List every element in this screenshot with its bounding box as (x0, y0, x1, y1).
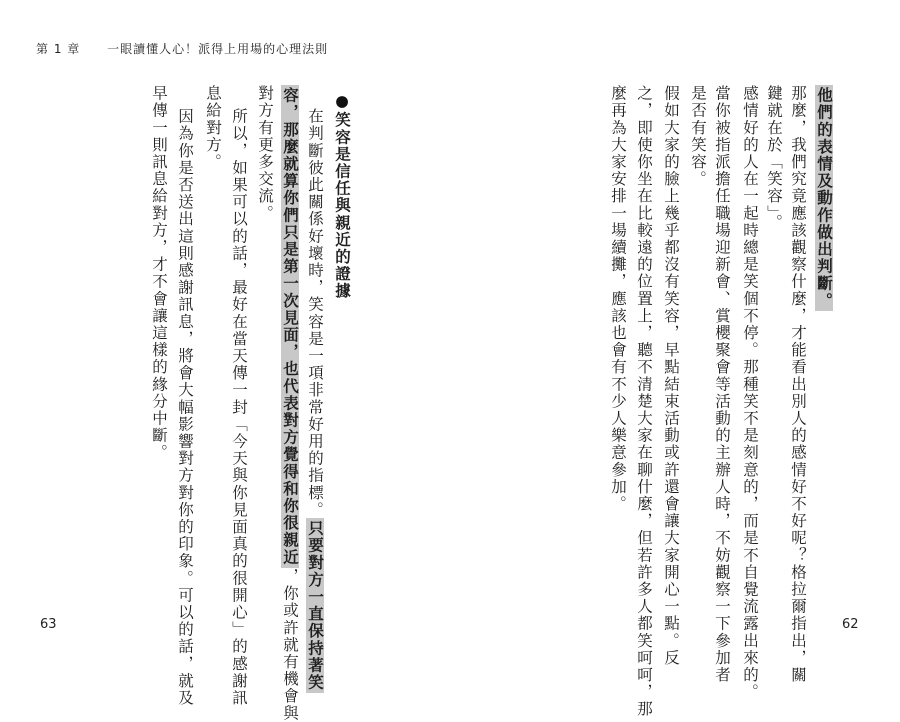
right-col-7: 之，即使你坐在比較遠的位置上，聽不清楚大家在聊什麼，但若許多人都笑呵呵，那 (635, 85, 653, 718)
chapter-label: 第 1 章 (36, 42, 81, 56)
left-col-5: 息給對方。 (204, 85, 222, 171)
right-col-5: 是否有笑容。 (689, 85, 707, 188)
page-number-right: 62 (842, 617, 859, 632)
left-col-1: 在判斷彼此關係好壞時，笑容是一項非常好用的指標。只要對方一直保持著笑 (306, 108, 324, 692)
left-col-6: 因為你是否送出這則感謝訊息，將會大幅影響對方對你的印象。可以的話，就及 (176, 108, 194, 707)
left-col-2: 容，那麼就算你們只是第一次見面，也代表對方覺得和你很親近，你或許就有機會與 (281, 87, 299, 722)
right-col-6: 假如大家的臉上幾乎都沒有笑容，早點結束活動或許還會讓大家開心一點。反 (662, 85, 680, 667)
right-col-8: 麼再為大家安排一場續攤，應該也會有不少人樂意參加。 (609, 85, 627, 513)
right-heading (812, 85, 836, 311)
bullet-icon: ● (333, 92, 351, 112)
right-col-2: 鍵就在於「笑容」。 (765, 85, 783, 232)
left-col-4: 所以，如果可以的話，最好在當天傳一封「今天與你見面真的很開心」的感謝訊 (230, 108, 248, 707)
left-col-7: 早傳一則訊息給對方，才不會讓這樣的緣分中斷。 (150, 85, 168, 462)
right-col-1: 那麼，我們究竟應該觀察什麼，才能看出別人的感情好不好呢？格拉爾指出，關 (789, 85, 807, 684)
chapter-title: 一眼讀懂人心！派得上用場的心理法則 (107, 42, 329, 56)
left-col-3: 對方有更多交流。 (256, 85, 274, 222)
right-col-4: 當你被指派擔任職場迎新會、賞櫻聚會等活動的主辦人時，不妨觀察一下參加者 (713, 85, 731, 684)
heading-highlight: 他們的表情及動作做出判斷。 (815, 87, 833, 310)
right-col-3: 感情好的人在一起時總是笑個不停。那種笑不是刻意的，而是不自覺流露出來的。 (741, 85, 759, 701)
page-number-left: 63 (40, 617, 57, 632)
running-header (36, 40, 328, 57)
section-title: ●笑容是信任與親近的證據 (333, 92, 351, 300)
